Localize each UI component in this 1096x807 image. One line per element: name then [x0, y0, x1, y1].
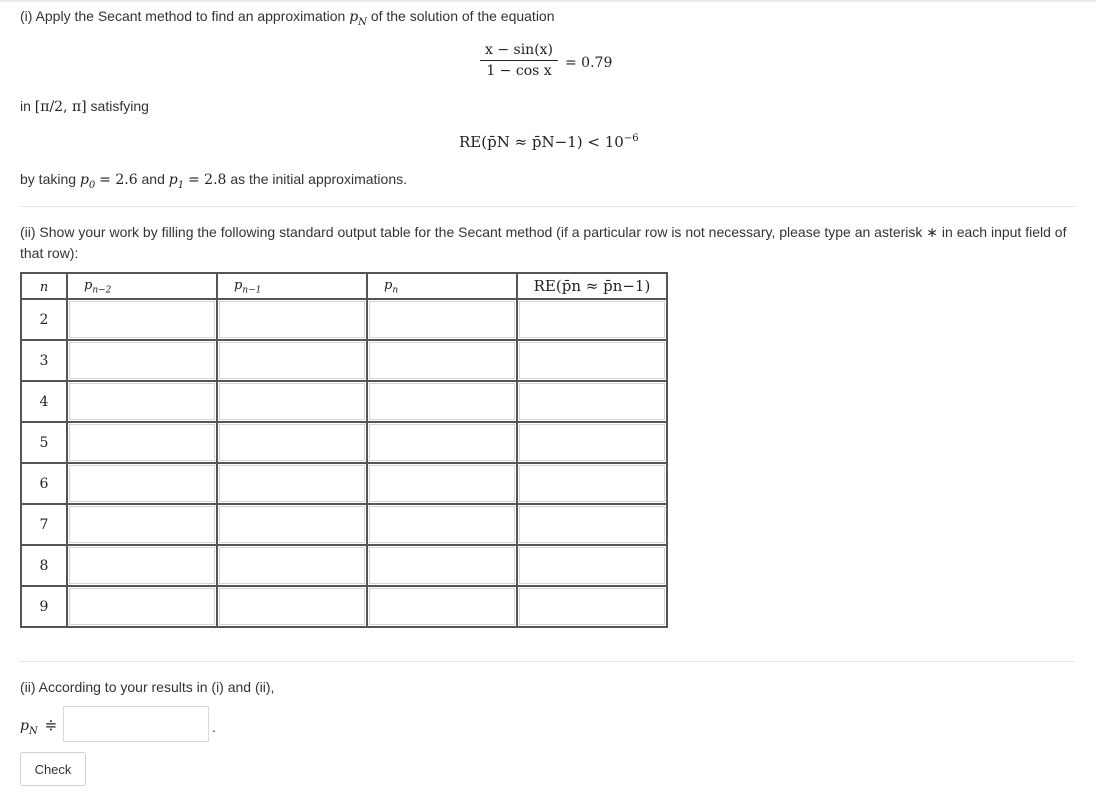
- cell-pn: [367, 586, 517, 627]
- init-suffix: as the initial approximations.: [230, 171, 407, 187]
- relative-error-input[interactable]: [519, 342, 665, 379]
- cell-pn-2: [67, 504, 217, 545]
- cell-pn-1: [217, 586, 367, 627]
- section-divider-2: [20, 661, 1075, 662]
- cell-pn-2: [67, 586, 217, 627]
- init-prefix: by taking: [20, 171, 77, 187]
- cell-pn-1: [217, 299, 367, 340]
- criterion-exponent: −6: [623, 133, 639, 144]
- interval-suffix: satisfying: [90, 98, 149, 114]
- relative-error-input[interactable]: [519, 383, 665, 420]
- pn-input[interactable]: [369, 424, 515, 461]
- pn-2-input[interactable]: [69, 588, 215, 625]
- p0-value: = 2.6: [99, 172, 138, 188]
- equation-rhs: = 0.79: [565, 55, 613, 71]
- cell-pn-2: [67, 299, 217, 340]
- col-header-pn-2: $p_{n-2}$: [67, 273, 217, 299]
- equation-denominator: 1 − cos x: [486, 63, 552, 79]
- cell-relative-error: [517, 340, 667, 381]
- cell-pn-1: [217, 381, 367, 422]
- cell-pn: [367, 463, 517, 504]
- pn-label: $p_N$ ≑: [20, 716, 58, 737]
- p1-value: = 2.8: [188, 172, 227, 188]
- pn-1-input[interactable]: [219, 342, 365, 379]
- col-header-pn: $p_n$: [367, 273, 517, 299]
- pn-1-input[interactable]: [219, 383, 365, 420]
- col-header-pn-1: $p_{n-1}$: [217, 273, 367, 299]
- equation-fraction: [480, 42, 558, 79]
- col-header-relative-error: RE(p̄n ≈ p̄n−1): [517, 273, 667, 299]
- intro-text: (i) Apply the Secant method to find an approximation: [20, 8, 346, 24]
- row-index: 7: [21, 504, 67, 545]
- table-row: [21, 340, 667, 381]
- fraction-bar: [480, 60, 558, 61]
- cell-pn: [367, 299, 517, 340]
- pn-2-input[interactable]: [69, 506, 215, 543]
- cell-pn: [367, 381, 517, 422]
- pn-input[interactable]: [369, 383, 515, 420]
- intro-pn: $p_N$: [349, 9, 367, 28]
- check-button[interactable]: Check: [20, 752, 86, 786]
- cell-pn: [367, 340, 517, 381]
- pn-1-input[interactable]: [219, 424, 365, 461]
- table-row: [21, 545, 667, 586]
- pn-input[interactable]: [369, 506, 515, 543]
- intro-end-text: of the solution of the equation: [370, 8, 555, 24]
- row-index: 8: [21, 545, 67, 586]
- cell-relative-error: [517, 299, 667, 340]
- initial-approx-line: by taking $p_0 = 2.6$ and $p_1 = 2.8$ as the initial approximations.: [20, 171, 407, 191]
- final-answer-prompt: (ii) According to your results in (i) and (ii),: [20, 679, 275, 695]
- table-body: [21, 299, 667, 627]
- cell-pn-2: [67, 545, 217, 586]
- pn-1-input[interactable]: [219, 465, 365, 502]
- and-text: and: [141, 171, 165, 187]
- row-index: 3: [21, 340, 67, 381]
- pn-1-input[interactable]: [219, 301, 365, 338]
- pn-1-input[interactable]: [219, 506, 365, 543]
- pn-input[interactable]: [369, 588, 515, 625]
- pn-2-input[interactable]: [69, 465, 215, 502]
- cell-pn-1: [217, 504, 367, 545]
- cell-pn-2: [67, 381, 217, 422]
- cell-pn-2: [67, 422, 217, 463]
- table-instructions: (ii) Show your work by filling the following standard output table for the Secant method (if a particular row is not necessary, please type an asterisk ∗ in each input field of that row):: [20, 224, 1067, 261]
- cell-relative-error: [517, 463, 667, 504]
- pn-2-input[interactable]: [69, 424, 215, 461]
- approx-symbol: ≑: [44, 716, 58, 734]
- cell-pn-2: [67, 463, 217, 504]
- interval-prefix: in: [20, 98, 31, 114]
- answer-period: .: [212, 719, 216, 735]
- cell-pn-1: [217, 340, 367, 381]
- table-row: [21, 463, 667, 504]
- criterion-text: RE(p̄N ≈ p̄N−1) < 10: [459, 133, 624, 151]
- row-index: 5: [21, 422, 67, 463]
- table-header-row: [21, 273, 667, 299]
- pn-input[interactable]: [369, 301, 515, 338]
- interval-value: [π/2, π]: [34, 99, 87, 115]
- secant-output-table: [20, 272, 668, 628]
- cell-relative-error: [517, 381, 667, 422]
- relative-error-input[interactable]: [519, 424, 665, 461]
- relative-error-input[interactable]: [519, 506, 665, 543]
- row-index: 4: [21, 381, 67, 422]
- pn-input[interactable]: [369, 547, 515, 584]
- col-header-n: n: [21, 273, 67, 299]
- table-row: [21, 381, 667, 422]
- pn-2-input[interactable]: [69, 342, 215, 379]
- cell-pn: [367, 504, 517, 545]
- pn-input[interactable]: [369, 465, 515, 502]
- part1-intro: [20, 8, 555, 28]
- equation-numerator: x − sin(x): [484, 42, 554, 58]
- row-index: 6: [21, 463, 67, 504]
- relative-error-input[interactable]: [519, 465, 665, 502]
- stopping-criterion: [459, 133, 639, 151]
- pn-2-input[interactable]: [69, 301, 215, 338]
- table-row: [21, 586, 667, 627]
- row-index: 9: [21, 586, 67, 627]
- top-divider: [0, 0, 1096, 2]
- table-row: [21, 422, 667, 463]
- cell-pn: [367, 545, 517, 586]
- cell-pn-1: [217, 463, 367, 504]
- cell-relative-error: [517, 545, 667, 586]
- pn-input[interactable]: [369, 342, 515, 379]
- interval-line: [20, 98, 149, 115]
- pn-answer-input[interactable]: [63, 706, 209, 742]
- table-row: [21, 299, 667, 340]
- pn-2-input[interactable]: [69, 547, 215, 584]
- cell-relative-error: [517, 422, 667, 463]
- cell-pn: [367, 422, 517, 463]
- pn-1-input[interactable]: [219, 547, 365, 584]
- pn-2-input[interactable]: [69, 383, 215, 420]
- section-divider-1: [20, 206, 1075, 207]
- cell-pn-1: [217, 422, 367, 463]
- table-row: [21, 504, 667, 545]
- pn-1-input[interactable]: [219, 588, 365, 625]
- cell-relative-error: [517, 586, 667, 627]
- cell-pn-1: [217, 545, 367, 586]
- relative-error-input[interactable]: [519, 301, 665, 338]
- row-index: 2: [21, 299, 67, 340]
- relative-error-input[interactable]: [519, 588, 665, 625]
- cell-relative-error: [517, 504, 667, 545]
- cell-pn-2: [67, 340, 217, 381]
- relative-error-input[interactable]: [519, 547, 665, 584]
